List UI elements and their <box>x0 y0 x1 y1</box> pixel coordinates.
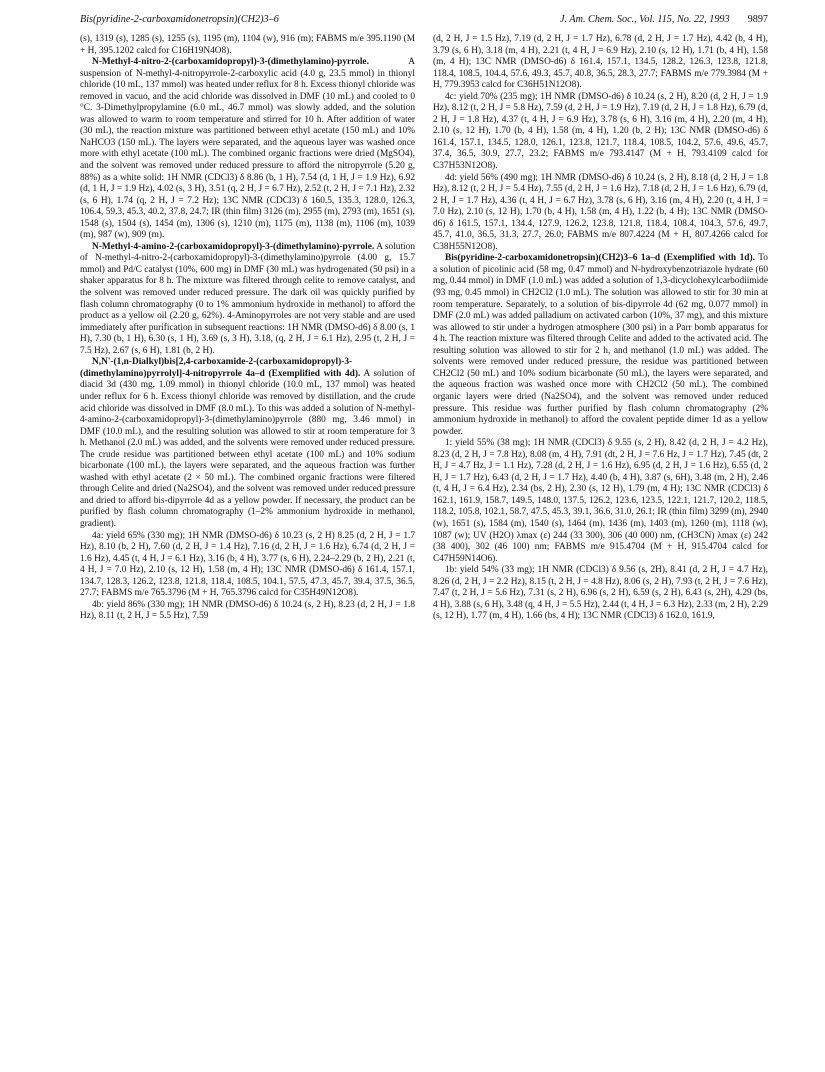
page-number: 9897 <box>747 14 768 25</box>
paragraph-title: N-Methyl-4-amino-2-(carboxamidopropyl)-3-(dimethylamino)-pyrrole. <box>92 241 375 252</box>
paragraph <box>433 173 768 254</box>
paragraph-text: 4a: yield 65% (330 mg); 1H NMR (DMSO-d6) δ 10.23 (s, 2 H) 8.25 (d, 2 H, J = 1.7 Hz), 8.10 (b, 2 H), 7.60 (d, 2 H, J = 1.4 Hz), 7.16 (d, 2 H, J = 1.6 Hz), 6.74 (d, 2 H, J = 1.6 Hz), 4.45 (t, 4 H, J = 6.1 Hz), 3.16 (b, 4 H), 3.77 (s, 6 H), 2.24–2.29 (b, 2 H), 2.21 (t, 4 H, J = 7.0 Hz), 2.10 (s, 12 H), 1.58 (m, 4 H); 13C NMR (DMSO-d6) δ 161.4, 157.1, 134.7, 128.3, 126.2, 123.8, 121.8, 118.4, 108.5, 104.1, 57.5, 47.3, 45.7, 39.4, 37.5, 36.5, 27.7; FABMS m/e 765.3796 (M + H, 765.3796 calcd for C35H49N12O8). <box>80 530 415 599</box>
paragraph-text: 1: yield 55% (38 mg); 1H NMR (CDCl3) δ 9.55 (s, 2 H), 8.42 (d, 2 H, J = 4.2 Hz), 8.23 (d, 2 H, J = 7.8 Hz), 8.08 (m, 4 H), 7.91 (dt, 2 H, J = 7.6 Hz, J = 1.7 Hz), 7.45 (dt, 2 H, J = 4.7 Hz, J = 1.1 Hz), 7.28 (d, 2 H, J = 1.6 Hz), 6.95 (d, 2 H, J = 1.6 Hz), 6.55 (d, 2 H, J = 1.7 Hz), 6.43 (d, 2 H, J = 1.7 Hz), 4.40 (b, 4 H), 3.87 (s, 6H), 3.48 (m, 2 H), 2.46 (t, 4 H, J = 6.4 Hz), 2.34 (bs, 2 H), 2.30 (s, 12 H), 1.79 (m, 4 H); 13C NMR (CDCl3) δ 162.1, 161.9, 158.7, 149.5, 148.0, 137.5, 126.2, 123.6, 123.5, 122.1, 121.7, 120.2, 118.5, 118.2, 105.8, 102.1, 58.7, 47.5, 45.3, 39.1, 36.6, 31.0, 26.1; IR (thin film) 3299 (m), 2940 (w), 1651 (s), 1584 (m), 1540 (s), 1464 (m), 1436 (m), 1403 (m), 1260 (m), 1118 (w), 1087 (w); UV (H2O) λmax (ε) 244 (33 300), 306 (40 000) nm, (CH3CN) λmax (ε) 242 (38 400), 302 (46 100) nm; FABMS m/e 915.4704 (M + H, 915.4704 calcd for C47H59N14O6). <box>433 438 768 564</box>
paragraph-text: 4b: yield 86% (330 mg); 1H NMR (DMSO-d6) δ 10.24 (s, 2 H), 8.23 (d, 2 H, J = 1.8 Hz), 8.11 (t, 2 H, J = 5.5 Hz), 7.59 <box>80 599 415 622</box>
paragraph <box>80 357 415 530</box>
paragraph <box>433 438 768 565</box>
paragraph-text: (s), 1319 (s), 1285 (s), 1255 (s), 1195 (m), 1104 (w), 916 (m); FABMS m/e 395.1190 (M + H, 395.1202 calcd for C16H19N4O8). <box>80 34 415 56</box>
paragraph <box>433 92 768 173</box>
journal-info <box>560 14 768 25</box>
paragraph <box>433 565 768 623</box>
paragraph <box>433 253 768 438</box>
paragraph <box>80 34 415 57</box>
paragraph-text: A solution of diacid 3d (430 mg, 1.09 mmol) in thionyl chloride (10.0 mL, 137 mmol) was heated under reflux for 6 h. Excess thionyl chloride was removed by distillation, and the crude acid chloride was dissolved in DMF (8.0 mL). To this was added a solution of N-methyl-4-amino-2-(carboxamidopropyl)-3-(dimethylamino)pyrrole (880 mg, 3.46 mmol) in DMF (10.0 mL), and the resulting solution was allowed to stir at room temperature for 3 h. Methanol (2.0 mL) was added, and the solvents were removed under reduced pressure. The crude residue was partitioned between ethyl acetate (100 mL) and 10% sodium bicarbonate (100 mL), the layers were separated, and the aqueous fraction was further washed with ethyl acetate (2 × 50 mL). The combined organic fractions were filtered through Celite and dried (Na2SO4), and the solvent was removed under reduced pressure and dried to afford bis-dipyrrole 4d as a yellow powder. If necessary, the product can be purified by flash column chromatography (1–2% ammonium hydroxide in methanol, gradient). <box>80 368 415 529</box>
journal-citation: J. Am. Chem. Soc., Vol. 115, No. 22, 1993 <box>559 14 730 25</box>
paragraph-text: 4c: yield 70% (235 mg); 1H NMR (DMSO-d6) δ 10.24 (s, 2 H), 8.20 (d, 2 H, J = 1.9 Hz), 8.12 (t, 2 H, J = 5.8 Hz), 7.59 (d, 2 H, J = 1.9 Hz), 7.19 (d, 2 H, J = 1.8 Hz), 6.79 (d, 2 H, J = 1.8 Hz), 4.37 (t, 4 H, J = 6.9 Hz), 3.78 (s, 6 H), 3.16 (m, 4 H), 2.20 (m, 4 H), 2.10 (s, 12 H), 1.70 (b, 4 H), 1.58 (m, 4 H), 1.20 (b, 2 H); 13C NMR (DMSO-d6) δ 161.4, 157.1, 134.5, 128.0, 126.1, 123.8, 121.7, 118.4, 108.5, 104.2, 57.6, 49.6, 45.7, 37.4, 36.5, 30.9, 27.7, 23.2; FABMS m/e 793.4147 (M + H, 793.4109 calcd for C37H53N12O8). <box>433 91 768 172</box>
paragraph-title: N-Methyl-4-nitro-2-(carboxamidopropyl)-3-(dimethylamino)-pyrrole. <box>92 57 369 68</box>
page-header <box>80 14 768 28</box>
paragraph <box>80 531 415 600</box>
paragraph-text: 4d: yield 56% (490 mg); 1H NMR (DMSO-d6) δ 10.24 (s, 2 H), 8.18 (d, 2 H, J = 1.8 Hz), 8.12 (t, 2 H, J = 5.4 Hz), 7.55 (d, 2 H, J = 1.6 Hz), 7.18 (d, 2 H, J = 1.6 Hz), 6.79 (d, 2 H, J = 1.7 Hz), 4.36 (t, 4 H, J = 6.7 Hz), 3.78 (s, 6 H), 3.16 (m, 4 H), 2.20 (t, 4 H, J = 7.0 Hz), 2.10 (s, 12 H), 1.70 (b, 4 H), 1.58 (m, 4 H), 1.22 (b, 4 H); 13C NMR (DMSO-d6) δ 161.5, 157.1, 134.4, 127.9, 126.2, 123.8, 121.8, 118.4, 108.4, 104.3, 57.6, 49.7, 45.7, 41.0, 36.5, 31.3, 27.7, 26.0; FABMS m/e 807.4224 (M + H, 807.4266 calcd for C38H55N12O8). <box>433 172 768 252</box>
paragraph-text: A solution of N-methyl-4-nitro-2-(carboxamidopropyl)-3-(dimethylamino)pyrrole (4.00 g, 15.7 mmol) and Pd/C catalyst (10%, 600 mg) in DMF (30 mL) was hydrogenated (50 psi) in a shaker apparatus for 8 h. The mixture was filtered through celite to remove catalyst, and the solvent was removed under reduced pressure. The dark oil was quickly purified by flash column chromatography (0 to 1% ammonium hydroxide in methanol) to afford the product as a yellow oil (2.20 g, 62%). 4-Aminopyrroles are not very stable and are used immediately after purification in subsequent reactions: 1H NMR (DMSO-d6) δ 8.00 (s, 1 H), 7.30 (b, 1 H), 6.30 (s, 1 H), 3.69 (s, 3 H), 3.18, (q, 2 H, J = 6.1 Hz), 2.95 (t, 2 H, J = 7.5 Hz), 2.67 (s, 6 H), 1.81 (b, 2 H). <box>80 241 415 356</box>
left-column <box>80 34 415 623</box>
paragraph-text: 1b: yield 54% (33 mg); 1H NMR (CDCl3) δ 9.56 (s, 2H), 8.41 (d, 2 H, J = 4.7 Hz), 8.26 (d, 2 H, J = 2.2 Hz), 8.15 (t, 2 H, J = 4.8 Hz), 8.06 (s, 2 H), 7.93 (t, 2 H, J = 7.6 Hz), 7.47 (t, 2 H, J = 5.6 Hz), 7.31 (s, 2 H), 6.96 (s, 2 H), 6.59 (s, 2 H), 6.43 (s, 2H), 4.29 (bs, 4 H), 3.88 (s, 6 H), 3.48 (q, 4 H, J = 5.5 Hz), 2.44 (t, 4 H, J = 6.3 Hz), 2.33 (m, 2 H), 2.29 (s, 12 H), 1.77 (m, 4 H), 1.66 (bs, 4 H); 13C NMR (CDCl3) δ 162.0, 161.9, <box>433 565 768 622</box>
paragraph-title: N,N'-(1,n-Dialkyl)bis[2,4-carboxamide-2-(carboxamidopropyl)-3-(dimethylamino)pyrrolyl]-4-nitropyrrole 4a–d (Exemplified with 4d). <box>80 357 361 379</box>
right-column <box>433 34 768 623</box>
paragraph-text: A suspension of N-methyl-4-nitropyrrole-2-carboxylic acid (4.0 g, 23.5 mmol) in thionyl chloride (10 mL, 137 mmol) was heated under reflux for 8 h. Excess thionyl chloride was removed in vacuo, and the acid chloride was dissolved in DMF (10 mL) and cooled to 0 °C. 3-Dimethylpropylamine (6.0 mL, 46.7 mmol) was slowly added, and the solution was allowed to warm to room temperature and stirred for 10 h. After addition of water (30 mL), the reaction mixture was partitioned between ethyl acetate (150 mL) and 10% NaHCO3 (150 mL). The layers were separated, and the aqueous layer was washed once more with ethyl acetate (100 mL). The combined organic fractions were dried (MgSO4), and the solvent was removed under reduced pressure to afford the nitropyrrole (5.20 g, 88%) as a white solid: 1H NMR (CDCl3) δ 8.86 (b, 1 H), 7.54 (d, 1 H, J = 1.9 Hz), 6.92 (d, 1 H, J = 1.9 Hz), 4.02 (s, 3 H), 3.51 (q, 2 H, J = 6.7 Hz), 2.52 (t, 2 H, J = 7.1 Hz), 2.32 (s, 6 H), 1.74 (q, 2 H, J = 7.2 Hz); 13C NMR (CDCl3) δ 160.5, 135.3, 128.0, 126.3, 106.4, 59.3, 45.3, 40.2, 37.8, 24.7; IR (thin film) 3126 (m), 2955 (m), 2793 (m), 1651 (s), 1548 (s), 1504 (s), 1454 (m), 1306 (s), 1210 (m), 1175 (m), 1138 (m), 1106 (m), 1039 (m), 987 (w), 909 (m). <box>80 57 415 241</box>
paragraph <box>80 600 415 623</box>
paragraph-text: To a solution of picolinic acid (58 mg, 0.47 mmol) and N-hydroxybenzotriazole hydrate (60 mg, 0.44 mmol) in DMF (1.0 mL) was added a solution of 1,3-dicyclohexylcarbodiimide (93 mg, 0.45 mmol) in CH2Cl2 (1.0 mL). The solution was allowed to stir for 30 min at room temperature. Separately, to a solution of bis-dipyrrole 4d (62 mg, 0.077 mmol) in DMF (2.0 mL) was added palladium on activated carbon (10%, 37 mg), and this mixture was allowed to stir under a hydrogen atmosphere (300 psi) in a Parr bomb apparatus for 4 h. The reaction mixture was filtered through Celite and added to the activated acid. The resulting solution was allowed to stir for 2 h, and methanol (1.0 mL) was added. The solvents were removed under reduced pressure, the residue was partitioned between CH2Cl2 (50 mL) and 10% sodium bicarbonate (50 mL), the layers were separated, and the aqueous fraction was washed once more with CH2Cl2 (50 mL). The combined organic layers were dried (Na2SO4), and the solvent was removed under reduced pressure. This residue was further purified by flash column chromatography (2% ammonium hydroxide in methanol) to afford the covalent peptide dimer 1d as a yellow powder. <box>433 253 768 437</box>
running-title: Bis(pyridine-2-carboxamidonetropsin)(CH2)3–6 <box>80 14 279 25</box>
paragraph <box>80 242 415 357</box>
paragraph-title: Bis(pyridine-2-carboxamidonetropsin)(CH2)3–6 1a–d (Exemplified with 1d). <box>445 253 755 264</box>
paragraph <box>433 34 768 92</box>
paragraph-text: (d, 2 H, J = 1.5 Hz), 7.19 (d, 2 H, J = 1.7 Hz), 6.78 (d, 2 H, J = 1.7 Hz), 4.42 (b, 4 H), 3.79 (s, 6 H), 3.18 (m, 4 H), 2.21 (t, 4 H, J = 6.9 Hz), 2.10 (s, 12 H), 1.71 (b, 4 H), 1.58 (m, 4 H); 13C NMR (DMSO-d6) δ 161.4, 157.1, 134.5, 128.2, 126.3, 123.8, 121.8, 118.4, 108.5, 104.4, 57.6, 49.3, 45.7, 40.8, 36.5, 28.3, 27.7; FABMS m/e 779.3984 (M + H, 779.3953 calcd for C36H51N12O8). <box>433 34 768 91</box>
paragraph <box>80 57 415 242</box>
